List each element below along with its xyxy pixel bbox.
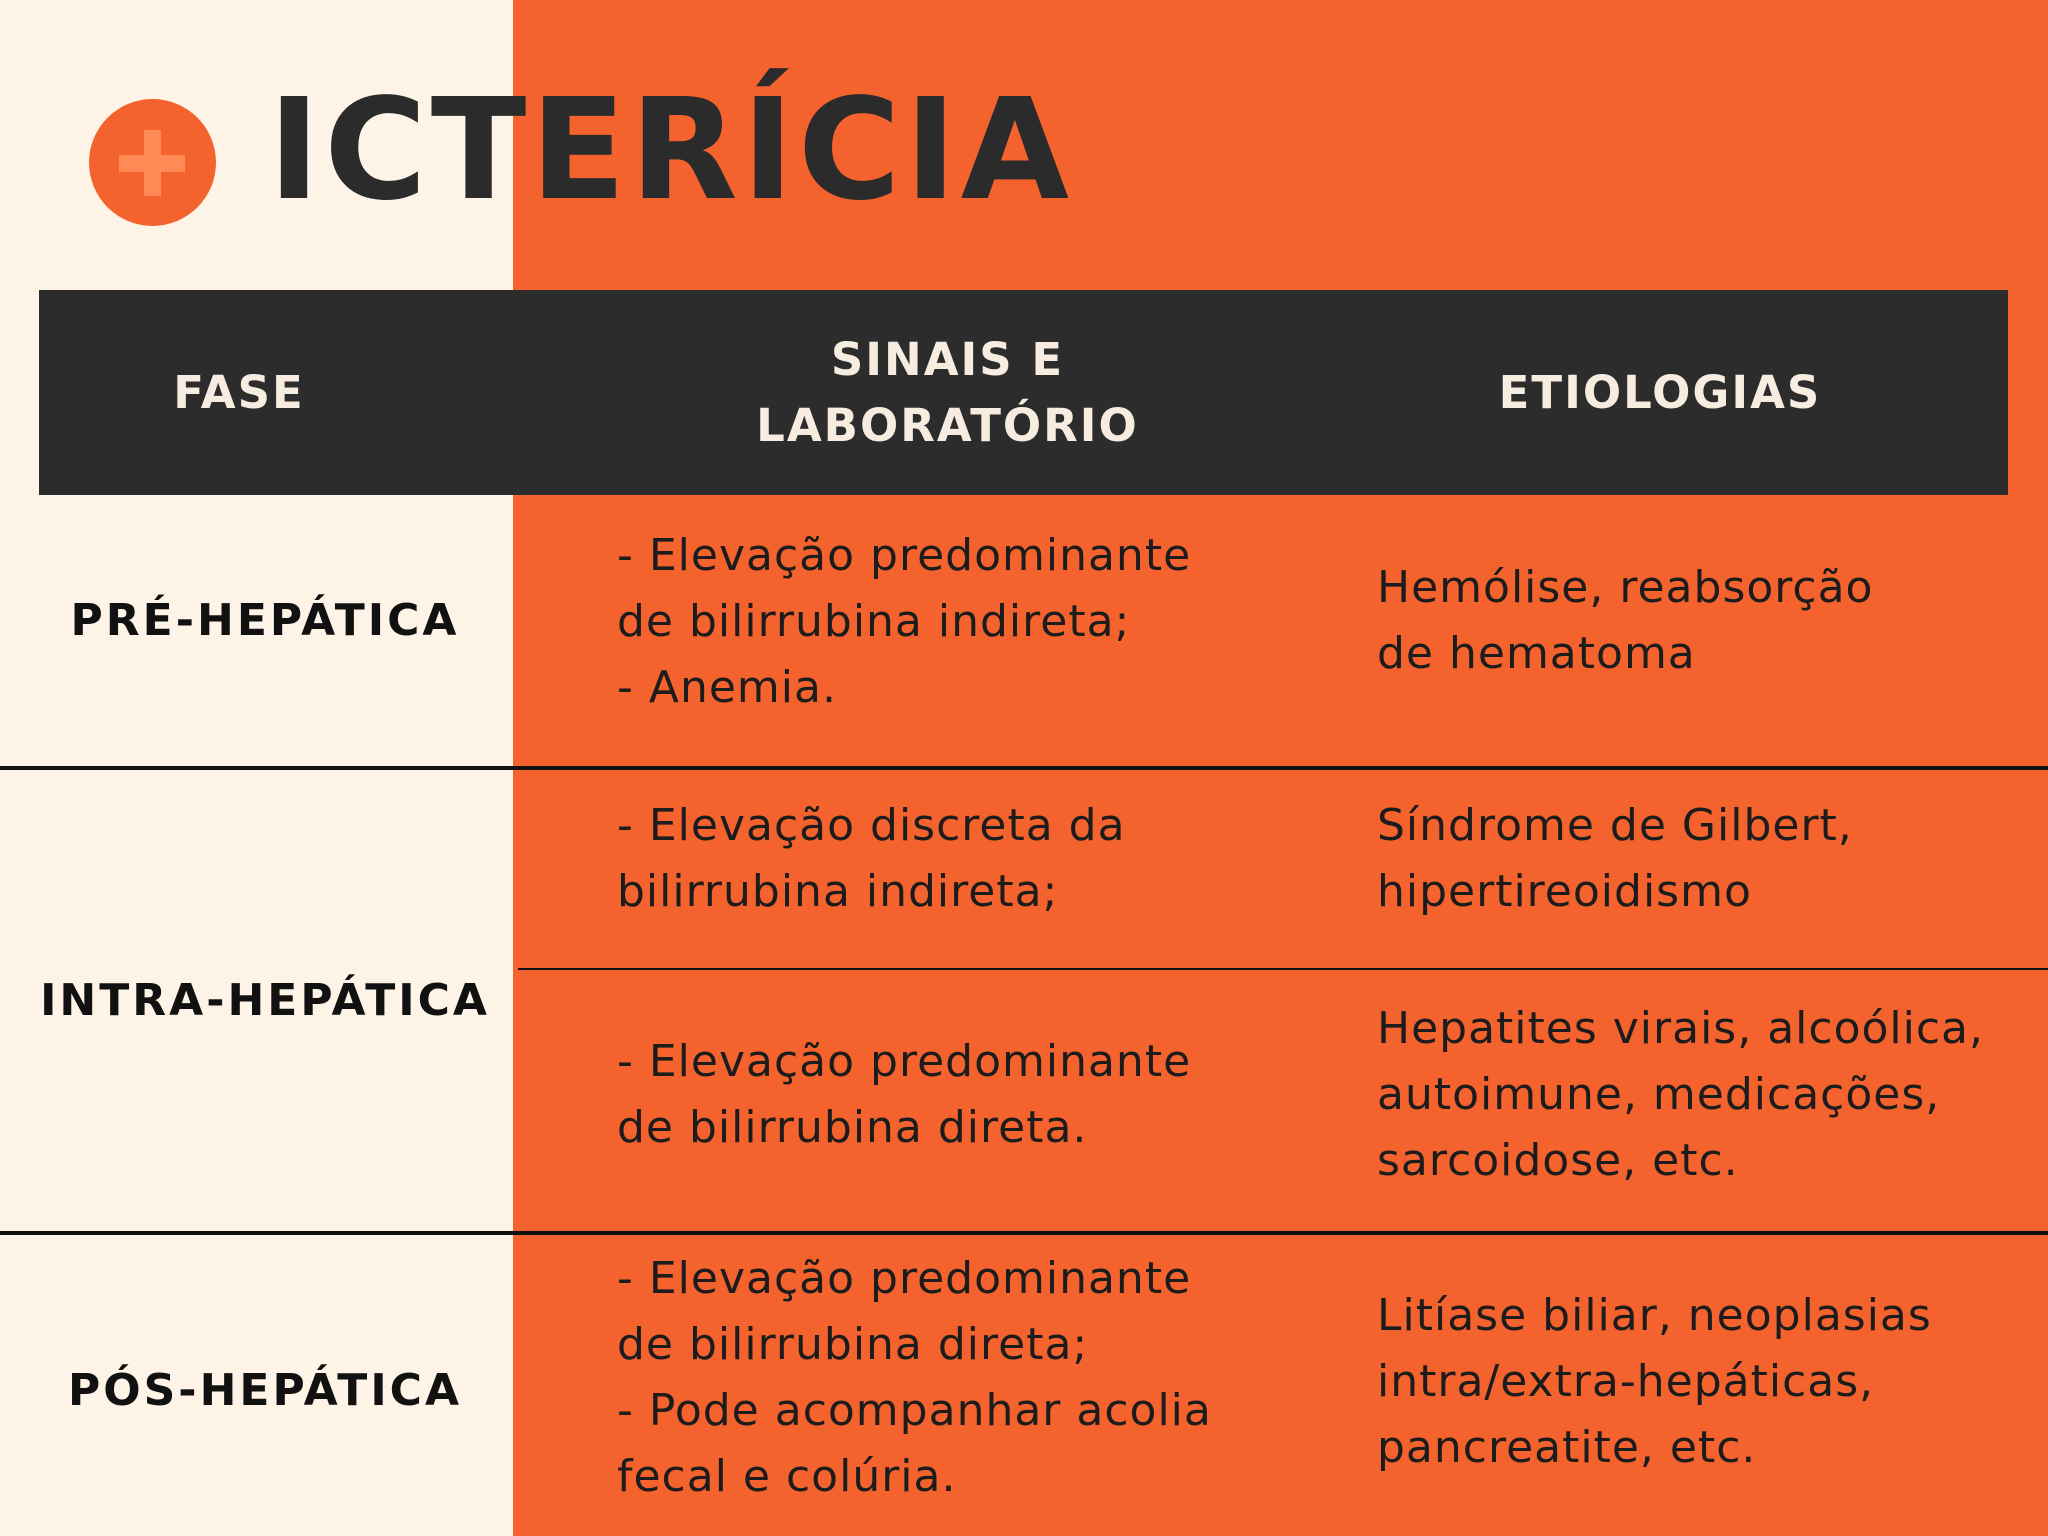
row-divider (0, 1231, 2048, 1235)
etiology-cell (1377, 793, 1853, 925)
signs-line: - Pode acompanhar acolia (617, 1385, 1212, 1436)
signs-line: bilirrubina indireta; (617, 866, 1059, 917)
etiology-line: autoimune, medicações, (1377, 1069, 1941, 1120)
signs-line: de bilirrubina indireta; (617, 596, 1131, 647)
etiology-line: intra/extra-hepáticas, (1377, 1356, 1875, 1407)
etiology-line: Síndrome de Gilbert, (1377, 800, 1853, 851)
etiology-line: sarcoidose, etc. (1377, 1135, 1739, 1186)
signs-cell (617, 1029, 1191, 1161)
etiology-line: Hemólise, reabsorção (1377, 562, 1874, 613)
etiology-line: pancreatite, etc. (1377, 1422, 1757, 1473)
row-divider (0, 766, 2048, 770)
signs-cell (617, 793, 1126, 925)
etiology-line: de hematoma (1377, 628, 1696, 679)
etiology-cell (1377, 996, 1984, 1194)
header-sinais-laboratorio: SINAIS E LABORATÓRIO (756, 332, 1139, 452)
sub-row-divider (518, 968, 2048, 970)
phase-intra-hepatica: INTRA-HEPÁTICA (40, 974, 490, 1026)
signs-line: - Elevação predominante (617, 1253, 1192, 1304)
signs-line: fecal e colúria. (617, 1451, 957, 1502)
plus-vertical-bar (144, 130, 161, 196)
header-fase: FASE (173, 365, 305, 419)
signs-line: - Elevação discreta da (617, 800, 1126, 851)
etiology-cell (1377, 1283, 1932, 1481)
etiology-cell (1377, 555, 1873, 687)
plus-circle-icon (89, 99, 216, 226)
signs-line: - Anemia. (617, 662, 837, 713)
header-etiologias: ETIOLOGIAS (1498, 365, 1822, 419)
phase-pos-hepatica: PÓS-HEPÁTICA (67, 1364, 463, 1416)
signs-cell (617, 523, 1191, 721)
etiology-line: Litíase biliar, neoplasias (1377, 1290, 1932, 1341)
etiology-line: Hepatites virais, alcoólica, (1377, 1003, 1985, 1054)
phase-pre-hepatica: PRÉ-HEPÁTICA (70, 594, 460, 646)
page-title: ICTERÍCIA (268, 69, 1074, 232)
signs-line: de bilirrubina direta; (617, 1319, 1089, 1370)
etiology-line: hipertireoidismo (1377, 866, 1752, 917)
signs-line: de bilirrubina direta. (617, 1102, 1088, 1153)
signs-line: - Elevação predominante (617, 530, 1192, 581)
signs-line: - Elevação predominante (617, 1036, 1192, 1087)
signs-cell (617, 1246, 1212, 1510)
